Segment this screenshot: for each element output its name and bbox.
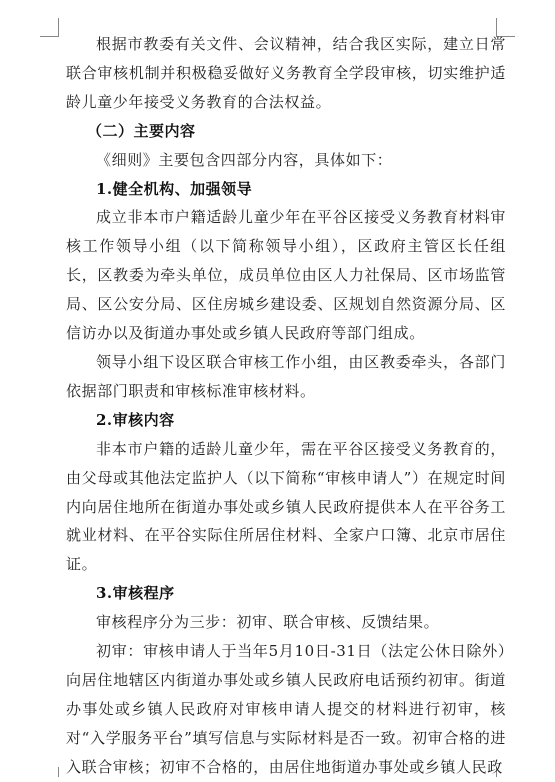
paragraph-leadership-group: 成立非本市户籍适龄儿童少年在平谷区接受义务教育材料审核工作领导小组（以下简称领导小组），区政府主管区长任组长，区教委为牵头单位，成员单位由区人力社保局、区市场监管局、区公安分局、区住房城乡建设委、区规划自然资源分局、区信访办以及街道办事处或乡镇人民政府等部门组成。 bbox=[66, 208, 506, 343]
heading-review-content: 2.审核内容 bbox=[96, 410, 175, 429]
page-corner-mark-top-left bbox=[40, 18, 59, 37]
paragraph-intro: 根据市教委有关文件、会议精神，结合我区实际，建立日常联合审核机制并积极稳妥做好义务教育全学段审核，切实维护适龄儿童少年接受义务教育的合法权益。 bbox=[66, 35, 506, 111]
paragraph-initial-review: 初审：审核申请人于当年5月10日-31日（法定公休日除外）向居住地辖区内街道办事处或乡镇人民政府电话预约初审。街道办事处或乡镇人民政府对审核申请人提交的材料进行初审，核对“入学服务平台”填写信息与实际材料是否一致。初审合格的进入联合审核；初审不合格的，由居住地街道办事处或乡镇人民政 bbox=[66, 642, 506, 776]
paragraph-procedure-steps: 审核程序分为三步：初审、联合审核、反馈结果。 bbox=[96, 613, 440, 632]
document-body bbox=[66, 30, 506, 782]
paragraph-overview: 《细则》主要包含四部分内容，具体如下： bbox=[96, 150, 393, 169]
paragraph-review-content: 非本市户籍的适龄儿童少年，需在平谷区接受义务教育的，由父母或其他法定监护人（以下简称“审核申请人”）在规定时间内向居住地所在街道办事处或乡镇人民政府提供本人在平谷务工就业材料、在平谷实际住所居住材料、全家户口簿、北京市居住证。 bbox=[66, 439, 506, 574]
heading-review-procedure: 3.审核程序 bbox=[96, 584, 175, 603]
section-heading-main-content: （二）主要内容 bbox=[87, 121, 196, 140]
page-corner-mark-bottom-left bbox=[40, 767, 59, 777]
paragraph-working-group: 领导小组下设区联合审核工作小组，由区教委牵头，各部门依据部门职责和审核标准审核材料。 bbox=[66, 352, 506, 400]
heading-organization: 1.健全机构、加强领导 bbox=[96, 179, 253, 198]
